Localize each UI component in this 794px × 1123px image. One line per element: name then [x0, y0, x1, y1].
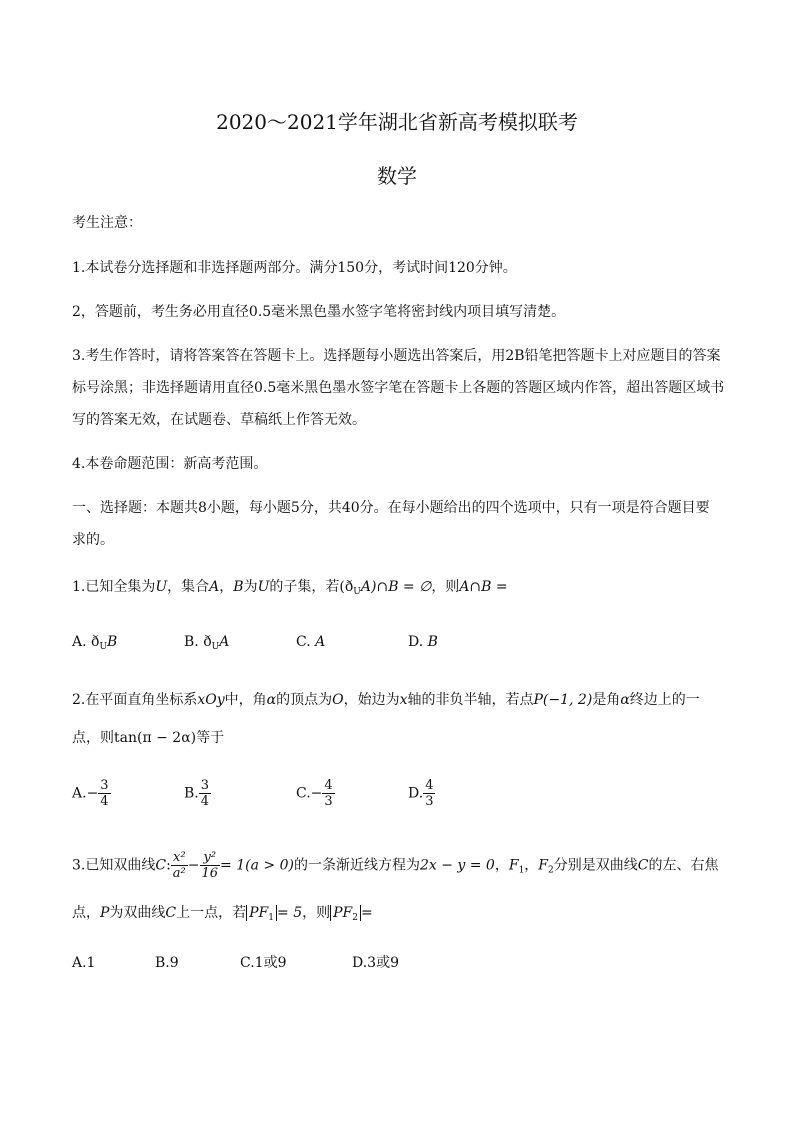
- fraction-y2-16: $\frac{\text{y²}}{16}$: [201, 850, 219, 881]
- question-3-option-d: D.3或9: [352, 955, 399, 971]
- question-1-option-c: C. A: [296, 634, 326, 650]
- question-2-stem-line2: 点，则tan(π − 2α)等于: [72, 730, 225, 746]
- section-heading-line1: 一、选择题：本题共8小题，每小题5分，共40分。在每小题给出的四个选项中，只有一项是符合题目要: [72, 500, 710, 516]
- question-1-option-a: A. $ð_UB$: [72, 634, 118, 652]
- notice-item-4: 4.本卷命题范围：新高考范围。: [72, 456, 268, 472]
- notice-heading: 考生注意：: [72, 215, 142, 231]
- question-2-option-b: B. $\frac{3}{4}$: [184, 778, 210, 809]
- question-3-option-c: C.1或9: [240, 955, 287, 971]
- question-3-option-b: B.9: [155, 955, 179, 971]
- notice-item-3-line2: 标号涂黑；非选择题请用直径0.5毫米黑色墨水签字笔在答题卡上各题的答题区域内作答，超出答题区域书: [72, 380, 725, 396]
- question-2-option-c: C.− $\frac{4}{3}$: [296, 778, 333, 809]
- question-2-stem-line1: 2.在平面直角坐标系xOy中，角α的顶点为O，始边为x轴的非负半轴，若点P(−1, 2)是角α终边上的一: [72, 692, 700, 708]
- fraction-x2-a2: $\frac{\text{x²}}{\text{a²}}$: [172, 850, 186, 881]
- notice-item-3-line3: 写的答案无效，在试题卷、草稿纸上作答无效。: [72, 412, 366, 428]
- exam-title: 2020～2021学年湖北省新高考模拟联考: [216, 110, 578, 134]
- question-2-option-d: D. $\frac{4}{3}$: [408, 778, 434, 809]
- question-3-stem-line2: 点，P为双曲线C上一点，若 $PF_1 = 5$，则 $PF_2$ =: [72, 905, 373, 923]
- question-3-option-a: A.1: [72, 955, 96, 971]
- complement-condition: $(ð_UA)\cap B$ = ∅: [339, 579, 432, 597]
- question-1-option-d: D. B: [408, 634, 438, 650]
- question-3-stem-line1: 3.已知双曲线C: $\frac{\text{x²}}{\text{a²}}$ − $\frac{\text{y²}}{16}$ = 1(a > 0)的一条渐近线方程为2x − y = 0，$F_1$，$F_2$分别是双曲线C的左、右焦: [72, 850, 719, 881]
- notice-item-3-line1: 3.考生作答时，请将答案答在答题卡上。选择题每小题选出答案后，用2B铅笔把答题卡上对应题目的答案: [72, 348, 721, 364]
- question-2-option-a: A.− $\frac{3}{4}$: [72, 778, 109, 809]
- notice-item-2: 2，答题前，考生务必用直径0.5毫米黑色墨水签字笔将密封线内项目填写清楚。: [72, 304, 566, 320]
- question-1-stem: 1.已知全集为U，集合A，B为U的子集，若$(ð_UA)\cap B$ = ∅，则A∩B =: [72, 579, 508, 597]
- subject-title: 数学: [377, 164, 417, 188]
- question-1-option-b: B. $ð_UA$: [184, 634, 230, 652]
- section-heading-line2: 求的。: [72, 532, 114, 548]
- notice-item-1: 1.本试卷分选择题和非选择题两部分。满分150分，考试时间120分钟。: [72, 260, 517, 276]
